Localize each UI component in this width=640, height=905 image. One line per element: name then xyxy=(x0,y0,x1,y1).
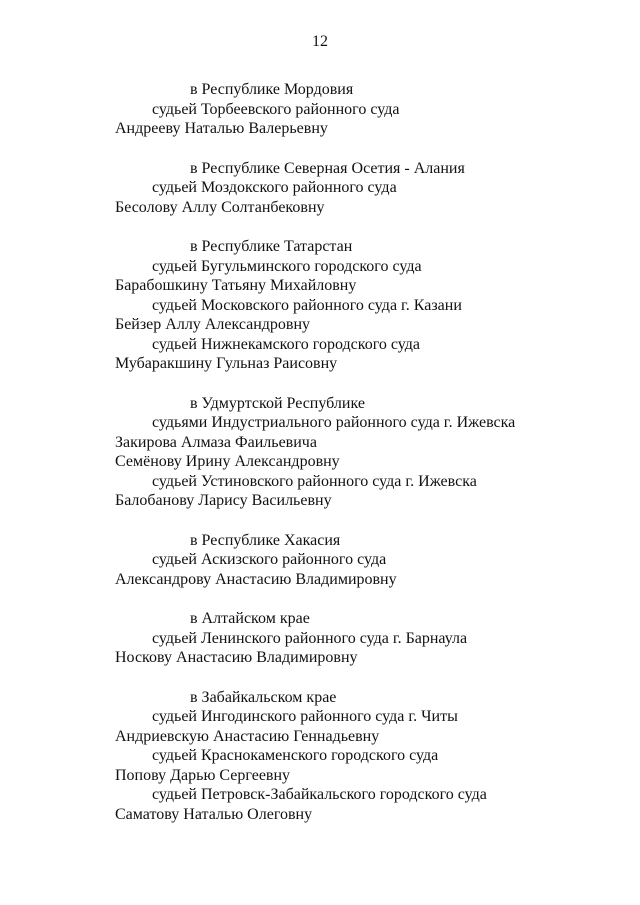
judge-name: Андрееву Наталью Валерьевну xyxy=(115,120,328,137)
judge-name: Александрову Анастасию Владимировну xyxy=(115,570,397,588)
region-block xyxy=(0,609,640,668)
judge-name: Закирова Алмаза Фаильевича xyxy=(115,433,317,451)
court-position: судьей Краснокаменского городского суда xyxy=(152,747,439,764)
region-heading: в Забайкальском крае xyxy=(190,688,337,706)
region-heading: в Республике Мордовия xyxy=(190,81,354,98)
region-block xyxy=(0,159,640,218)
region-heading: в Республике Северная Осетия - Алания xyxy=(190,159,465,177)
region-heading: в Удмуртской Республике xyxy=(190,394,365,412)
region-block xyxy=(0,80,640,139)
court-position: судьями Индустриального районного суда г. Ижевска xyxy=(152,414,516,431)
judge-name: Семёнову Ирину Александровну xyxy=(115,453,340,470)
judge-name: Саматову Наталью Олеговну xyxy=(115,805,313,823)
judge-name: Мубаракшину Гульназ Раисовну xyxy=(115,355,338,372)
page-number: 12 xyxy=(312,33,328,50)
court-position: судьей Московского районного суда г. Казани xyxy=(152,296,462,314)
judge-name: Барабошкину Татьяну Михайловну xyxy=(115,277,357,294)
region-block xyxy=(0,688,640,825)
region-block xyxy=(0,237,640,374)
judge-name: Бесолову Аллу Солтанбековну xyxy=(115,198,325,216)
court-position: судьей Петровск-Забайкальского городского суда xyxy=(152,786,487,803)
court-position: судьей Торбеевского районного суда xyxy=(152,100,400,118)
region-heading: в Алтайском крае xyxy=(190,610,310,627)
appointment-list xyxy=(0,80,640,844)
court-position: судьей Ленинского районного суда г. Барнаула xyxy=(152,629,468,647)
region-heading: в Республике Хакасия xyxy=(190,531,341,549)
judge-name: Балобанову Ларису Васильевну xyxy=(115,492,332,509)
region-block xyxy=(0,531,640,590)
region-block xyxy=(0,394,640,511)
court-position: судьей Бугульминского городского суда xyxy=(152,257,422,275)
region-heading: в Республике Татарстан xyxy=(190,238,353,255)
court-position: судьей Моздокского районного суда xyxy=(152,179,397,196)
court-position: судьей Аскизского районного суда xyxy=(152,551,387,568)
court-position: судьей Нижнекамского городского суда xyxy=(152,335,420,353)
court-position: судьей Ингодинского районного суда г. Читы xyxy=(152,708,458,725)
judge-name: Андриевскую Анастасию Геннадьевну xyxy=(115,727,380,745)
judge-name: Бейзер Аллу Александровну xyxy=(115,316,311,333)
judge-name: Попову Дарью Сергеевну xyxy=(115,766,291,784)
court-position: судьей Устиновского районного суда г. Ижевска xyxy=(152,472,477,490)
judge-name: Носкову Анастасию Владимировну xyxy=(115,649,358,666)
